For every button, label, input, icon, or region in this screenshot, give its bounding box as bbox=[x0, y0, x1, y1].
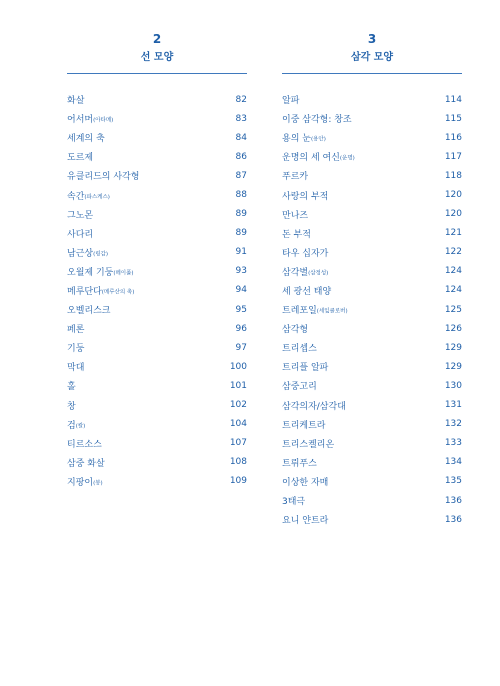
toc-entry bbox=[282, 109, 462, 128]
toc-entry bbox=[67, 281, 247, 300]
toc-entry-title bbox=[67, 150, 93, 163]
section-number: 2 bbox=[152, 32, 162, 46]
toc-entry-page-number: 121 bbox=[444, 228, 462, 239]
toc-entry-title-text: 페론 bbox=[67, 325, 85, 336]
toc-entry-title bbox=[282, 131, 326, 144]
toc-entry-page-number: 96 bbox=[235, 323, 247, 334]
toc-entry-page-number: 109 bbox=[229, 476, 247, 487]
toc-entry-title-text: 오월제 기둥 bbox=[67, 267, 114, 278]
toc-entry-title bbox=[67, 189, 110, 202]
toc-entry-page-number: 93 bbox=[235, 266, 247, 277]
toc-entry-title-text: 트리셉스 bbox=[282, 344, 317, 355]
toc-entry-title bbox=[67, 456, 105, 469]
toc-entry-title-text: 도르제 bbox=[67, 153, 94, 164]
toc-entry-page-number: 133 bbox=[444, 438, 462, 449]
toc-entry bbox=[67, 128, 247, 147]
toc-entry-title bbox=[67, 360, 84, 373]
toc-entry-title bbox=[282, 227, 311, 240]
toc-entry-list bbox=[282, 90, 462, 529]
toc-entry-title-text: 3태극 bbox=[282, 497, 306, 508]
toc-entry-page-number: 97 bbox=[235, 342, 247, 353]
toc-entry-title-text: 타우 십자가 bbox=[282, 248, 329, 259]
toc-entry bbox=[282, 90, 462, 109]
toc-entry-page-number: 125 bbox=[444, 304, 462, 315]
toc-entry-title-text: 푸르카 bbox=[282, 172, 309, 183]
toc-entry-title bbox=[282, 418, 325, 431]
toc-entry bbox=[282, 491, 462, 510]
toc-entry-subtitle: (칼) bbox=[75, 423, 86, 430]
toc-entry-title-text: 세계의 축 bbox=[67, 134, 105, 145]
toc-entry-page-number: 120 bbox=[444, 190, 462, 201]
toc-entry-title-text: 이상한 자매 bbox=[282, 477, 329, 488]
toc-entry-title bbox=[282, 208, 308, 221]
toc-entry-page-number: 95 bbox=[235, 304, 247, 315]
toc-entry bbox=[282, 434, 462, 453]
toc-entry-title-text: 세 광선 태양 bbox=[282, 286, 332, 297]
toc-entry-title-text: 검 bbox=[67, 420, 76, 431]
toc-entry-page-number: 129 bbox=[444, 361, 462, 372]
toc-entry-title-text: 트리스켈리온 bbox=[282, 439, 335, 450]
toc-entry-title-text: 용의 눈 bbox=[282, 134, 311, 145]
toc-entry-title bbox=[67, 418, 85, 431]
toc-entry-title bbox=[67, 303, 110, 316]
toc-entry bbox=[67, 147, 247, 166]
toc-entry-title-text: 삼각형 bbox=[282, 325, 309, 336]
toc-entry-title-text: 창 bbox=[67, 401, 76, 412]
toc-column-section-2 bbox=[67, 32, 247, 491]
section-number: 3 bbox=[367, 32, 377, 46]
toc-entry-subtitle: (파스케스) bbox=[84, 194, 110, 201]
toc-entry-title bbox=[67, 265, 134, 278]
toc-entry-page-number: 129 bbox=[444, 342, 462, 353]
toc-entry bbox=[282, 319, 462, 338]
toc-entry bbox=[67, 319, 247, 338]
toc-entry-title bbox=[282, 379, 317, 392]
section-divider bbox=[67, 73, 247, 74]
toc-entry bbox=[282, 300, 462, 319]
toc-entry-title-text: 사다리 bbox=[67, 229, 94, 240]
toc-entry bbox=[282, 166, 462, 185]
toc-entry-title bbox=[282, 246, 328, 259]
toc-entry-subtitle: (봉) bbox=[93, 480, 103, 487]
toc-entry-title bbox=[67, 437, 102, 450]
toc-entry-title-text: 삼각의자/삼각대 bbox=[282, 401, 346, 412]
section-title: 선 모양 bbox=[140, 52, 174, 63]
toc-entry bbox=[67, 472, 247, 491]
toc-entry bbox=[282, 185, 462, 204]
toc-entry-title bbox=[67, 284, 134, 297]
toc-entry-title-text: 요니 얀트라 bbox=[282, 516, 329, 527]
toc-entry-subtitle: (운명) bbox=[339, 155, 355, 162]
toc-entry-page-number: 101 bbox=[229, 380, 247, 391]
toc-entry bbox=[67, 205, 247, 224]
toc-entry bbox=[282, 357, 462, 376]
toc-entry-subtitle: (아타메) bbox=[93, 117, 114, 124]
toc-entry-title-text: 그노몬 bbox=[67, 210, 94, 221]
toc-entry-title-text: 트리플 알파 bbox=[282, 363, 329, 374]
toc-entry-title bbox=[67, 169, 139, 182]
toc-entry bbox=[67, 338, 247, 357]
toc-entry-page-number: 88 bbox=[235, 190, 247, 201]
toc-entry-page-number: 94 bbox=[235, 285, 247, 296]
toc-entry bbox=[67, 109, 247, 128]
toc-entry-title bbox=[67, 208, 93, 221]
toc-entry bbox=[67, 90, 247, 109]
toc-entry-title-text: 티르소스 bbox=[67, 439, 102, 450]
toc-entry-title-text: 이중 삼각형: 창조 bbox=[282, 115, 352, 126]
toc-entry-title-text: 사랑의 부적 bbox=[282, 191, 329, 202]
toc-entry-title-text: 기둥 bbox=[67, 344, 85, 355]
toc-entry-title bbox=[282, 93, 299, 106]
toc-entry-title bbox=[282, 399, 346, 412]
toc-entry bbox=[282, 262, 462, 281]
toc-entry bbox=[67, 300, 247, 319]
toc-entry-page-number: 87 bbox=[235, 170, 247, 181]
toc-entry-title bbox=[282, 322, 308, 335]
section-title: 삼각 모양 bbox=[350, 52, 394, 63]
toc-column-section-3 bbox=[282, 32, 462, 529]
toc-entry-page-number: 135 bbox=[444, 476, 462, 487]
toc-entry-title bbox=[282, 150, 355, 163]
toc-entry-title bbox=[67, 379, 76, 392]
toc-entry bbox=[282, 510, 462, 529]
toc-entry bbox=[282, 415, 462, 434]
toc-entry-page-number: 108 bbox=[229, 457, 247, 468]
toc-entry-title-text: 남근상 bbox=[67, 248, 94, 259]
toc-entry-title bbox=[282, 475, 328, 488]
toc-entry bbox=[282, 472, 462, 491]
toc-entry-page-number: 136 bbox=[444, 514, 462, 525]
toc-entry-title-text: 트리케트라 bbox=[282, 420, 326, 431]
toc-entry-page-number: 86 bbox=[235, 151, 247, 162]
toc-entry-title bbox=[282, 284, 331, 297]
toc-entry-page-number: 124 bbox=[444, 266, 462, 277]
toc-entry-title bbox=[282, 494, 305, 507]
toc-entry-title bbox=[282, 265, 328, 278]
toc-entry-title-text: 삼중 화살 bbox=[67, 458, 105, 469]
toc-entry-title bbox=[67, 112, 113, 125]
toc-entry-title-text: 지팡이 bbox=[67, 477, 94, 488]
toc-entry-title bbox=[282, 112, 352, 125]
toc-entry-title bbox=[282, 437, 334, 450]
toc-entry-page-number: 126 bbox=[444, 323, 462, 334]
toc-entry-title-text: 알파 bbox=[282, 96, 300, 107]
toc-entry-title bbox=[282, 513, 328, 526]
toc-entry-title bbox=[282, 189, 328, 202]
toc-entry-title-text: 삼각별 bbox=[282, 267, 309, 278]
toc-entry-list bbox=[67, 90, 247, 491]
toc-entry-page-number: 122 bbox=[444, 247, 462, 258]
toc-entry-title bbox=[67, 227, 93, 240]
toc-entry bbox=[282, 376, 462, 395]
toc-entry bbox=[282, 205, 462, 224]
toc-entry-title bbox=[282, 360, 328, 373]
toc-entry-page-number: 83 bbox=[235, 113, 247, 124]
toc-entry-page-number: 116 bbox=[444, 132, 462, 143]
toc-entry-subtitle: (삼정성) bbox=[308, 270, 329, 277]
toc-entry-title-text: 운명의 세 여신 bbox=[282, 153, 340, 164]
toc-entry bbox=[67, 453, 247, 472]
toc-entry-title bbox=[282, 303, 348, 316]
toc-entry bbox=[67, 376, 247, 395]
toc-entry-page-number: 102 bbox=[229, 400, 247, 411]
toc-entry-title-text: 어서머 bbox=[67, 115, 94, 126]
toc-entry-page-number: 117 bbox=[444, 151, 462, 162]
toc-entry-page-number: 131 bbox=[444, 400, 462, 411]
toc-entry-page-number: 104 bbox=[229, 419, 247, 430]
toc-entry-subtitle: (용안) bbox=[310, 136, 326, 143]
toc-entry-title-text: 삼중고리 bbox=[282, 382, 317, 393]
toc-entry bbox=[67, 243, 247, 262]
toc-entry bbox=[67, 415, 247, 434]
section-divider bbox=[282, 73, 462, 74]
toc-entry bbox=[282, 224, 462, 243]
toc-entry-title-text: 트레포일 bbox=[282, 306, 317, 317]
toc-entry-page-number: 100 bbox=[229, 361, 247, 372]
toc-entry-page-number: 91 bbox=[235, 247, 247, 258]
toc-entry bbox=[282, 281, 462, 300]
toc-entry-title-text: 메루단다 bbox=[67, 286, 102, 297]
toc-entry bbox=[67, 396, 247, 415]
toc-entry-title bbox=[67, 399, 76, 412]
toc-entry bbox=[282, 396, 462, 415]
toc-entry-page-number: 130 bbox=[444, 380, 462, 391]
toc-entry-title bbox=[67, 131, 105, 144]
toc-entry-title bbox=[67, 475, 103, 488]
toc-entry-title bbox=[282, 169, 308, 182]
toc-entry-subtitle: (링감) bbox=[93, 251, 109, 258]
toc-entry-title bbox=[67, 93, 84, 106]
toc-entry bbox=[282, 128, 462, 147]
toc-entry-title-text: 오벨리스크 bbox=[67, 306, 111, 317]
toc-entry bbox=[282, 243, 462, 262]
toc-entry-page-number: 114 bbox=[444, 94, 462, 105]
toc-entry-title-text: 홀 bbox=[67, 382, 76, 393]
toc-entry-title-text: 유클리드의 사각형 bbox=[67, 172, 140, 183]
toc-entry bbox=[67, 224, 247, 243]
toc-entry bbox=[282, 147, 462, 166]
toc-entry-subtitle: (메루산의 축) bbox=[101, 289, 135, 296]
toc-entry-page-number: 132 bbox=[444, 419, 462, 430]
toc-entry-page-number: 134 bbox=[444, 457, 462, 468]
toc-entry-page-number: 136 bbox=[444, 495, 462, 506]
toc-entry-page-number: 82 bbox=[235, 94, 247, 105]
toc-entry-title-text: 화살 bbox=[67, 96, 85, 107]
toc-entry bbox=[67, 185, 247, 204]
toc-entry-page-number: 120 bbox=[444, 209, 462, 220]
toc-entry-page-number: 115 bbox=[444, 113, 462, 124]
toc-entry bbox=[67, 357, 247, 376]
toc-entry-title bbox=[282, 341, 317, 354]
toc-entry bbox=[67, 262, 247, 281]
toc-entry-title bbox=[282, 456, 317, 469]
toc-entry-title-text: 만나즈 bbox=[282, 210, 309, 221]
toc-entry-page-number: 89 bbox=[235, 228, 247, 239]
toc-entry-title bbox=[67, 341, 84, 354]
toc-entry-title bbox=[67, 322, 84, 335]
toc-entry-title-text: 트뤼푸스 bbox=[282, 458, 317, 469]
toc-entry-subtitle: (메이폴) bbox=[113, 270, 134, 277]
toc-entry-title-text: 속간 bbox=[67, 191, 85, 202]
toc-entry bbox=[282, 338, 462, 357]
toc-entry-page-number: 84 bbox=[235, 132, 247, 143]
toc-entry-title-text: 막대 bbox=[67, 363, 85, 374]
toc-entry-page-number: 89 bbox=[235, 209, 247, 220]
toc-entry-page-number: 107 bbox=[229, 438, 247, 449]
toc-entry-page-number: 124 bbox=[444, 285, 462, 296]
toc-entry-title-text: 돈 부적 bbox=[282, 229, 311, 240]
toc-entry bbox=[67, 434, 247, 453]
toc-entry bbox=[282, 453, 462, 472]
toc-entry-title bbox=[67, 246, 108, 259]
toc-entry-subtitle: (세잎클로버) bbox=[316, 308, 348, 315]
toc-entry-page-number: 118 bbox=[444, 170, 462, 181]
toc-entry bbox=[67, 166, 247, 185]
